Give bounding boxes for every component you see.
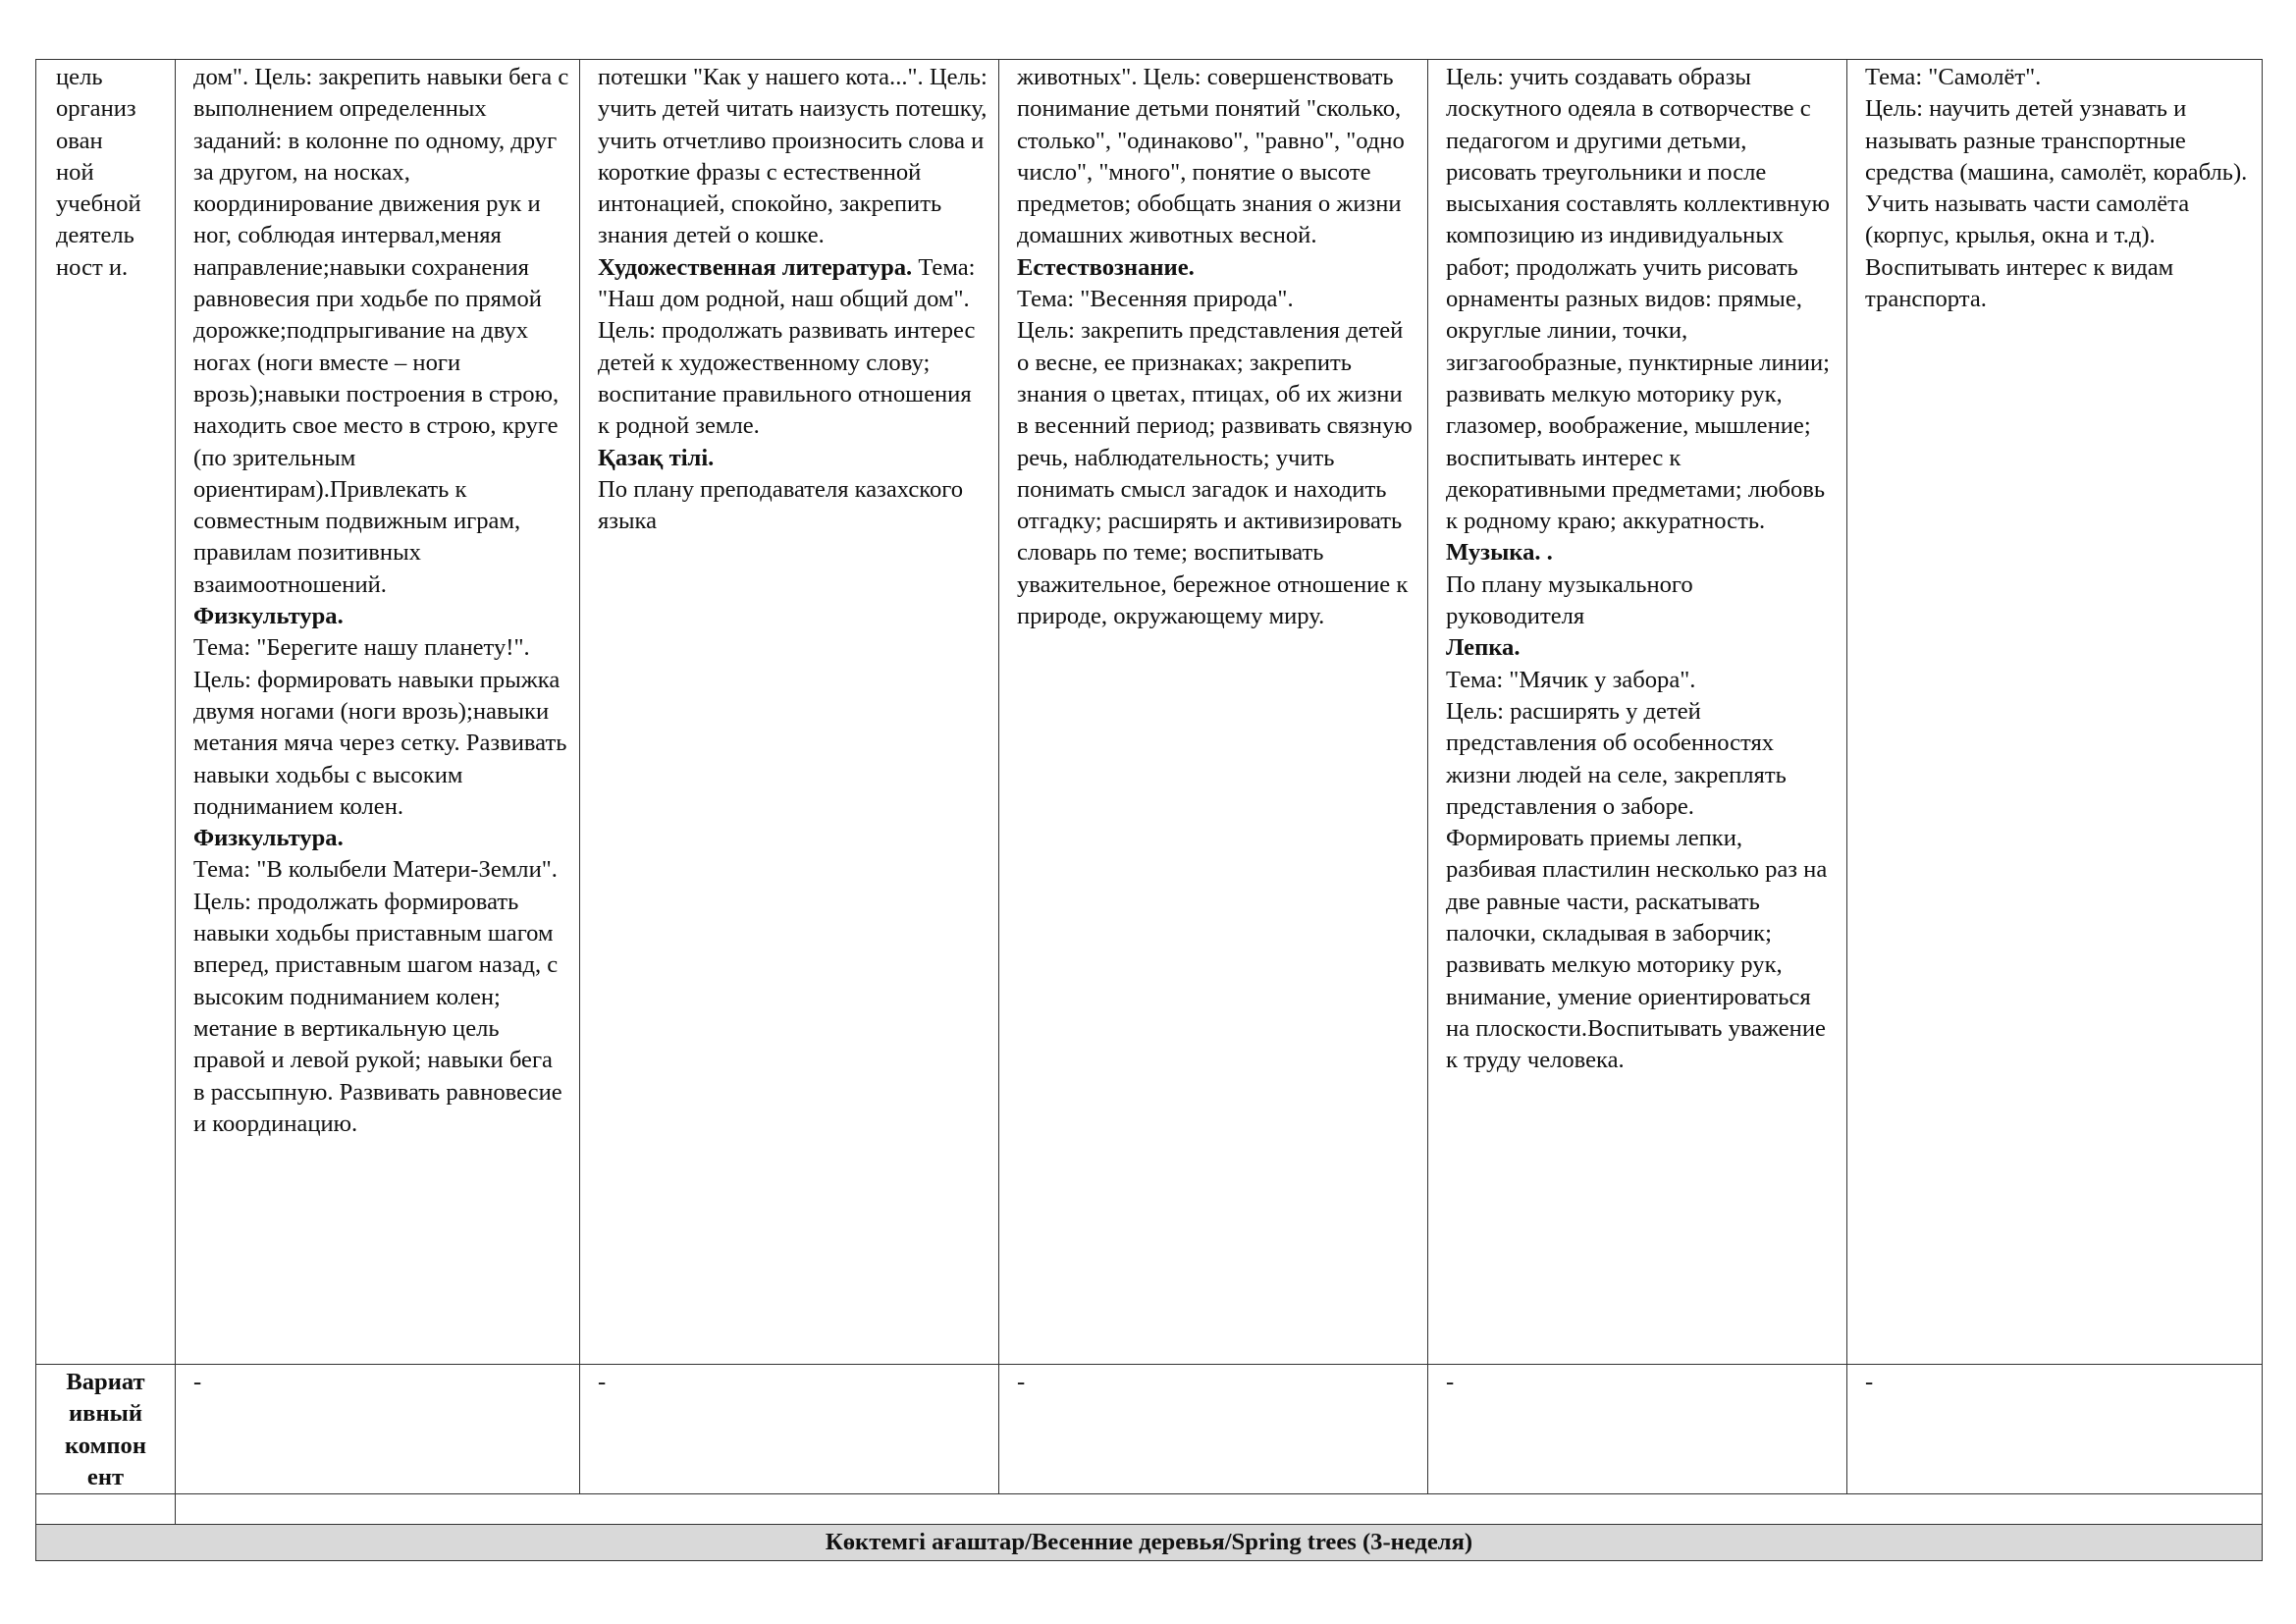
row-label-line: ент [86, 1463, 125, 1490]
cell-paragraph [598, 62, 988, 315]
cell-text: потешки "Как у нашего кота...". Цель: учить детей читать наизусть потешку, учить отчетливо произносить слова и короткие фразы с естественной интонацией, спокойно, закрепить знания детей о кошке. [598, 64, 988, 249]
cell-paragraph: Цель: научить детей узнавать и называть разные транспортные средства (машина, самолёт, корабль). Учить называть части самолёта (корпус, крылья, окна и т.д). Воспитывать интерес к видам транспорта. [1865, 95, 2248, 313]
cell-paragraph: Тема: "Мячик у забора". [1446, 666, 1696, 693]
cell-paragraph: По плану музыкального руководителя [1446, 570, 1693, 630]
cell-paragraph: Цель: продолжать формировать навыки ходьбы приставным шагом вперед, приставным шагом назад, с высоким подниманием колен; метание в вертикальную цель правой и левой рукой; навыки бега в рассыпную. Развивать равновесие и координацию. [193, 888, 562, 1137]
row-label-line: Вариат [66, 1369, 145, 1395]
week-title-row [36, 1525, 2263, 1561]
organized-activity-row [36, 60, 2263, 1365]
row-label-line: ной [56, 158, 94, 186]
empty-cell [36, 1494, 176, 1525]
subject-heading-modeling: Лепка. [1446, 634, 1521, 662]
subject-heading-music: Музыка. . [1446, 539, 1553, 567]
cell-monday [176, 60, 580, 1365]
row-label-line: учебной [56, 190, 141, 218]
row-label-line: цель [56, 64, 103, 90]
variative-cell: - [1847, 1365, 2263, 1494]
cell-paragraph: Тема: "Берегите нашу планету!". [193, 634, 530, 662]
empty-cell [176, 1494, 2263, 1525]
row-label-variative-component [36, 1365, 176, 1494]
cell-paragraph: По плану преподавателя казахского языка [598, 475, 964, 535]
cell-friday [1847, 60, 2263, 1365]
cell-paragraph: Цель: продолжать развивать интерес детей к художественному слову; воспитание правильного отношения к родной земле. [598, 317, 976, 440]
cell-paragraph: Цель: закрепить представления детей о весне, ее признаках; закрепить знания о цветах, птицах, об их жизни в весенний период; развивать связную речь, наблюдательность; учить понимать смысл загадок и находить отгадку; расширять и активизировать словарь по теме; воспитывать уважительное, бережное отношение к природе, окружающему миру. [1017, 317, 1413, 630]
cell-paragraph: Тема: "Весенняя природа". [1017, 286, 1294, 313]
cell-wednesday [999, 60, 1428, 1365]
cell-text: Тема: "Наш дом родной, наш общий дом". [598, 253, 976, 313]
cell-paragraph: Тема: "Самолёт". [1865, 64, 2042, 90]
subject-heading-kazakh: Қазақ тілі. [598, 444, 715, 471]
row-label-line: ован [56, 127, 103, 154]
row-label-organized-activity [36, 60, 176, 1365]
cell-paragraph: Цель: учить создавать образы лоскутного одеяла в сотворчестве с педагогом и другими детьми, рисовать треугольники и после высыхания составлять коллективную композицию из индивидуальных работ; продолжать учить рисовать орнаменты разных видов: прямые, округлые линии, точки, зигзагообразные, пунктирные линии; развивать мелкую моторику рук, глазомер, воображение, мышление; воспитывать интерес к декоративными предметами; любовь к родному краю; аккуратность. [1446, 64, 1831, 535]
plan-table [35, 59, 2263, 1561]
cell-paragraph: животных". Цель: совершенствовать понимание детьми понятий "сколько, столько", "одинаково", "равно", "одно число", "много", понятие о высоте предметов; обобщать знания о жизни домашних животных весной. [1017, 64, 1405, 249]
cell-tuesday [580, 60, 999, 1365]
variative-component-row [36, 1365, 2263, 1494]
subject-heading-natural-science: Естествознание. [1017, 253, 1195, 281]
row-label-line: ност и. [56, 253, 129, 281]
row-label-line: ивный [69, 1400, 142, 1428]
cell-paragraph: дом". Цель: закрепить навыки бега с выполнением определенных заданий: в колонне по одному, друг за другом, на носках, координирование движения рук и ног, соблюдая интервал,меняя направление;навыки сохранения равновесия при ходьбе по прямой дорожке;подпрыгивание на двух ногах (ноги вместе – ноги врозь);навыки построения в строю, находить свое место в строю, круге (по зрительным ориентирам).Привлекать к совместным подвижным играм, правилам позитивных взаимоотношений. [193, 64, 569, 598]
row-label-line: организ [56, 95, 136, 123]
cell-paragraph: Цель: расширять у детей представления об особенностях жизни людей на селе, закреплять представления о заборе. Формировать приемы лепки, разбивая пластилин несколько раз на две равные части, раскатывать палочки, складывая в заборчик; развивать мелкую моторику рук, внимание, умение ориентироваться на плоскости.Воспитывать уважение к труду человека. [1446, 697, 1828, 1074]
variative-cell: - [580, 1365, 999, 1494]
row-label-line: деятель [56, 222, 134, 249]
subject-heading-literature: Художественная литература. [598, 253, 913, 281]
subject-heading-physical-education: Физкультура. [193, 603, 344, 630]
cell-paragraph: Тема: "В колыбели Матери-Земли". [193, 856, 558, 884]
variative-cell: - [176, 1365, 580, 1494]
cell-paragraph: Цель: формировать навыки прыжка двумя ногами (ноги врозь);навыки метания мяча через сетку. Развивать навыки ходьбы с высоким подниманием колен. [193, 666, 567, 820]
week-title: Көктемгі ағаштар/Весенние деревья/Spring trees (3-неделя) [36, 1525, 2263, 1561]
subject-heading-physical-education: Физкультура. [193, 825, 344, 852]
variative-cell: - [999, 1365, 1428, 1494]
empty-row [36, 1494, 2263, 1525]
cell-thursday [1428, 60, 1847, 1365]
variative-cell: - [1428, 1365, 1847, 1494]
row-label-line: компон [64, 1432, 147, 1459]
